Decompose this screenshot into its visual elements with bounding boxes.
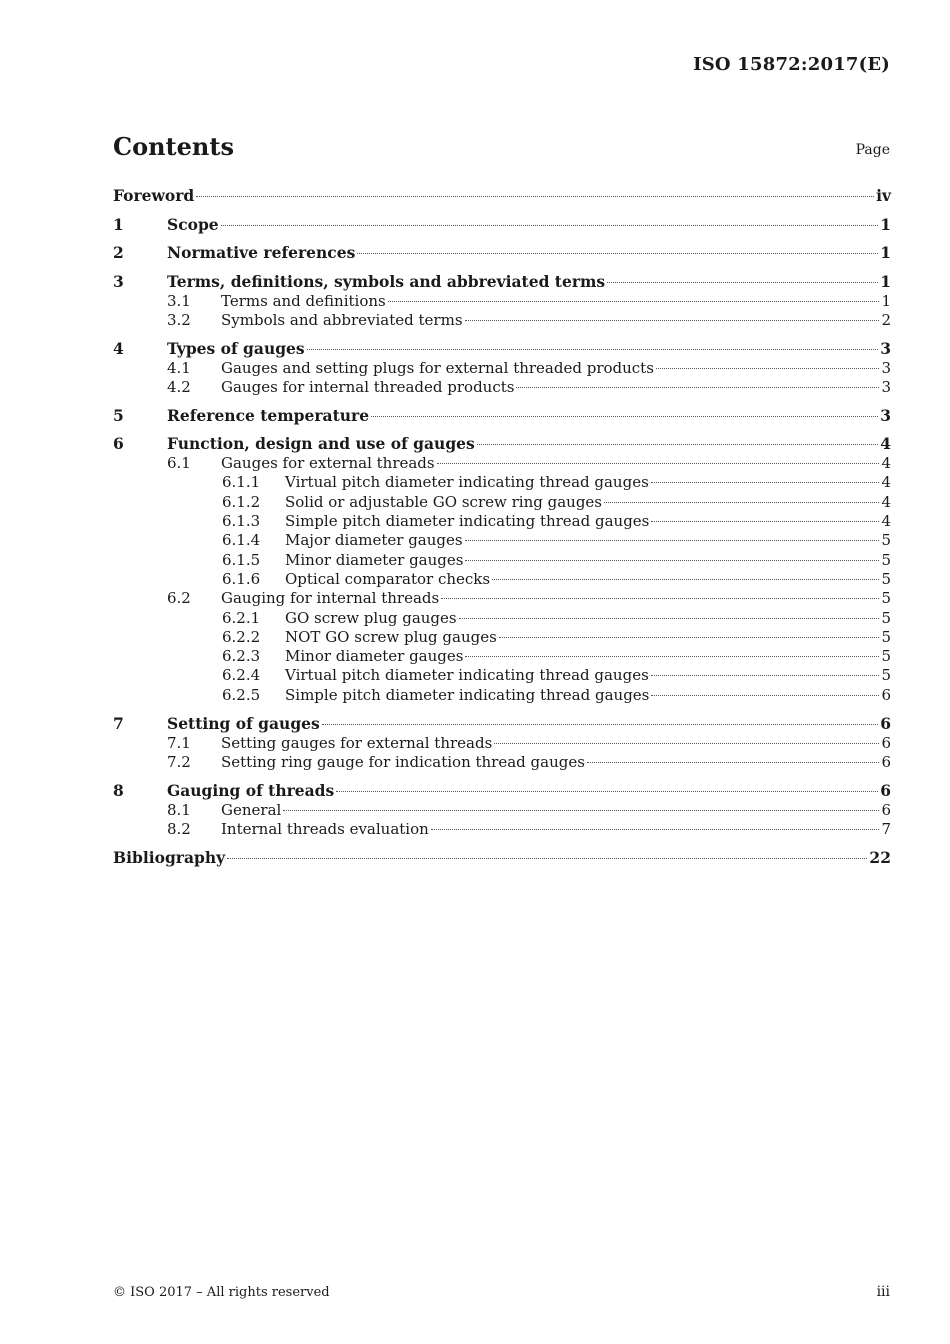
toc-entry-page: 4 xyxy=(881,454,891,473)
toc-entry-page: 4 xyxy=(881,492,891,511)
toc-entry-page: 4 xyxy=(881,512,891,531)
toc-entry-title: Solid or adjustable GO screw ring gauges xyxy=(285,492,602,511)
toc-dot-leader xyxy=(494,743,879,744)
toc-entry-title: General xyxy=(221,800,282,819)
toc-dot-leader xyxy=(465,560,879,561)
toc-entry-number: 6.1.1 xyxy=(222,473,261,492)
toc-entry[interactable] xyxy=(113,405,891,426)
toc-entry[interactable] xyxy=(113,311,891,330)
toc-entry[interactable] xyxy=(113,609,891,628)
toc-entry-title: Scope xyxy=(167,214,219,234)
toc-entry-title: Setting gauges for external threads xyxy=(221,733,493,752)
toc-dot-leader xyxy=(465,656,879,657)
toc-entry[interactable] xyxy=(113,493,891,512)
toc-dot-leader xyxy=(651,695,879,696)
toc-entry-number: 8.2 xyxy=(167,819,191,838)
toc-entry-number: 6.1.3 xyxy=(222,512,261,531)
toc-entry-number: 6.1.4 xyxy=(222,531,261,550)
toc-entry[interactable] xyxy=(113,359,891,378)
toc-entry-page: 5 xyxy=(881,531,891,550)
toc-dot-leader xyxy=(516,387,879,388)
toc-entry-number: 7 xyxy=(113,713,124,733)
toc-entry-page: 3 xyxy=(881,358,891,377)
copyright-notice: © ISO 2017 – All rights reserved xyxy=(113,1285,330,1300)
toc-entry-page: 22 xyxy=(869,847,891,867)
toc-entry-page: 5 xyxy=(881,666,891,685)
toc-entry-number: 3 xyxy=(113,271,124,291)
toc-dot-leader xyxy=(656,368,880,369)
toc-entry-page: 1 xyxy=(880,243,891,262)
toc-entry[interactable] xyxy=(113,185,891,206)
toc-entry-title: Function, design and use of gauges xyxy=(167,434,475,454)
toc-entry-number: 6.2.5 xyxy=(222,685,261,704)
toc-entry[interactable] xyxy=(113,780,891,801)
toc-entry[interactable] xyxy=(113,242,891,263)
toc-entry-title: Foreword xyxy=(113,186,195,205)
page-number: iii xyxy=(876,1284,890,1300)
toc-entry-title: Simple pitch diameter indicating thread gauges xyxy=(285,685,650,704)
document-id: ISO 15872:2017(E) xyxy=(693,54,890,75)
toc-dot-leader xyxy=(604,502,879,503)
toc-entry-title: Gauging of threads xyxy=(167,780,335,800)
toc-entry[interactable] xyxy=(113,847,891,868)
toc-entry[interactable] xyxy=(113,551,891,570)
toc-entry-page: 6 xyxy=(881,733,891,752)
toc-entry-title: Major diameter gauges xyxy=(285,531,463,550)
toc-entry-number: 4.1 xyxy=(167,358,191,377)
toc-entry-page: 5 xyxy=(881,627,891,646)
toc-dot-leader xyxy=(607,282,878,283)
toc-dot-leader xyxy=(371,416,878,417)
toc-entry-number: 6.2.3 xyxy=(222,647,261,666)
toc-dot-leader xyxy=(587,762,880,763)
toc-entry-number: 7.1 xyxy=(167,733,191,752)
toc-entry-number: 3.2 xyxy=(167,310,191,329)
toc-entry-page: 3 xyxy=(880,338,891,358)
toc-entry-number: 7.2 xyxy=(167,752,191,771)
toc-entry-page: iv xyxy=(876,186,891,205)
toc-entry-page: 1 xyxy=(880,214,891,234)
toc-entry-number: 5 xyxy=(113,405,124,425)
toc-entry-title: Normative references xyxy=(167,243,356,262)
toc-entry-title: Bibliography xyxy=(113,847,226,867)
toc-entry-page: 6 xyxy=(881,752,891,771)
toc-dot-leader xyxy=(492,579,879,580)
toc-entry-title: GO screw plug gauges xyxy=(285,608,457,627)
toc-entry-number: 6.1 xyxy=(167,454,191,473)
toc-dot-leader xyxy=(196,196,874,197)
toc-entry[interactable] xyxy=(113,820,891,839)
toc-entry-title: Minor diameter gauges xyxy=(285,647,464,666)
toc-entry-number: 4.2 xyxy=(167,377,191,396)
toc-dot-leader xyxy=(651,482,880,483)
toc-entry[interactable] xyxy=(113,666,891,685)
toc-dot-leader xyxy=(357,253,878,254)
toc-entry-page: 6 xyxy=(880,713,891,733)
toc-entry[interactable] xyxy=(113,378,891,397)
toc-entry-page: 6 xyxy=(881,685,891,704)
toc-entry-number: 8 xyxy=(113,780,124,800)
toc-entry-number: 8.1 xyxy=(167,800,191,819)
toc-entry[interactable] xyxy=(113,433,891,454)
toc-entry[interactable] xyxy=(113,686,891,705)
toc-entry-number: 6 xyxy=(113,434,124,454)
toc-entry-number: 6.2 xyxy=(167,589,191,608)
toc-entry[interactable] xyxy=(113,271,891,292)
toc-entry-title: Gauges for internal threaded products xyxy=(221,377,515,396)
toc-entry-number: 2 xyxy=(113,243,124,262)
toc-dot-leader xyxy=(465,540,880,541)
toc-entry[interactable] xyxy=(113,734,891,753)
toc-entry[interactable] xyxy=(113,292,891,311)
toc-dot-leader xyxy=(499,637,880,638)
toc-entry-page: 5 xyxy=(881,550,891,569)
toc-entry-number: 6.2.2 xyxy=(222,627,261,646)
toc-entry-number: 1 xyxy=(113,214,124,234)
toc-entry-title: Simple pitch diameter indicating thread gauges xyxy=(285,512,650,531)
toc-entry-page: 2 xyxy=(881,310,891,329)
toc-entry-title: Gauges and setting plugs for external threaded products xyxy=(221,358,654,377)
toc-entry-page: 5 xyxy=(881,608,891,627)
toc-entry-number: 4 xyxy=(113,338,124,358)
toc-entry-number: 6.1.6 xyxy=(222,569,261,588)
toc-entry-page: 3 xyxy=(881,377,891,396)
toc-entry-title: Virtual pitch diameter indicating thread gauges xyxy=(285,473,649,492)
toc-entry-title: Virtual pitch diameter indicating thread gauges xyxy=(285,666,649,685)
toc-entry[interactable] xyxy=(113,801,891,820)
toc-entry[interactable] xyxy=(113,628,891,647)
contents-title: Contents xyxy=(113,132,234,161)
toc-entry-number: 6.2.4 xyxy=(222,666,261,685)
toc-entry-page: 5 xyxy=(881,647,891,666)
toc-entry-title: Optical comparator checks xyxy=(285,569,491,588)
toc-entry-page: 5 xyxy=(881,569,891,588)
toc-dot-leader xyxy=(431,829,880,830)
toc-entry-title: Symbols and abbreviated terms xyxy=(221,310,463,329)
toc-entry[interactable] xyxy=(113,454,891,473)
toc-entry-title: Reference temperature xyxy=(167,405,370,425)
toc-entry-title: Gauging for internal threads xyxy=(221,589,440,608)
toc-entry-title: Minor diameter gauges xyxy=(285,550,464,569)
table-of-contents xyxy=(113,185,891,868)
toc-entry[interactable] xyxy=(113,713,891,734)
toc-dot-leader xyxy=(227,858,867,859)
toc-entry-page: 7 xyxy=(881,819,891,838)
toc-dot-leader xyxy=(441,598,879,599)
toc-entry[interactable] xyxy=(113,589,891,608)
toc-dot-leader xyxy=(307,349,879,350)
toc-entry-title: Gauges for external threads xyxy=(221,454,435,473)
toc-entry-number: 6.1.2 xyxy=(222,492,261,511)
toc-entry-number: 6.1.5 xyxy=(222,550,261,569)
toc-entry[interactable] xyxy=(113,531,891,550)
toc-dot-leader xyxy=(388,301,880,302)
toc-dot-leader xyxy=(283,810,879,811)
toc-entry-title: NOT GO screw plug gauges xyxy=(285,627,497,646)
toc-entry-title: Setting ring gauge for indication thread gauges xyxy=(221,752,585,771)
toc-entry-page: 1 xyxy=(880,271,891,291)
toc-entry[interactable] xyxy=(113,512,891,531)
toc-dot-leader xyxy=(651,675,880,676)
toc-dot-leader xyxy=(651,521,879,522)
toc-entry-title: Types of gauges xyxy=(167,338,305,358)
toc-entry[interactable] xyxy=(113,473,891,492)
toc-entry-page: 3 xyxy=(880,405,891,425)
toc-entry-page: 6 xyxy=(881,800,891,819)
toc-entry-title: Internal threads evaluation xyxy=(221,819,429,838)
toc-entry-number: 3.1 xyxy=(167,291,191,310)
toc-entry[interactable] xyxy=(113,570,891,589)
toc-dot-leader xyxy=(336,791,878,792)
toc-dot-leader xyxy=(221,225,879,226)
toc-entry[interactable] xyxy=(113,647,891,666)
toc-entry-page: 4 xyxy=(881,473,891,492)
toc-dot-leader xyxy=(477,444,878,445)
toc-entry[interactable] xyxy=(113,753,891,772)
toc-dot-leader xyxy=(459,618,880,619)
toc-dot-leader xyxy=(465,320,880,321)
toc-entry-title: Terms, definitions, symbols and abbreviated terms xyxy=(167,271,606,291)
toc-entry[interactable] xyxy=(113,214,891,235)
toc-entry-page: 1 xyxy=(881,291,891,310)
toc-entry-number: 6.2.1 xyxy=(222,608,261,627)
toc-entry-page: 4 xyxy=(880,434,891,454)
toc-entry-title: Setting of gauges xyxy=(167,713,320,733)
toc-entry[interactable] xyxy=(113,338,891,359)
toc-entry-page: 5 xyxy=(881,589,891,608)
toc-entry-page: 6 xyxy=(880,780,891,800)
page-column-label: Page xyxy=(855,142,890,158)
toc-dot-leader xyxy=(322,724,878,725)
toc-entry-title: Terms and definitions xyxy=(221,291,386,310)
toc-dot-leader xyxy=(437,463,880,464)
